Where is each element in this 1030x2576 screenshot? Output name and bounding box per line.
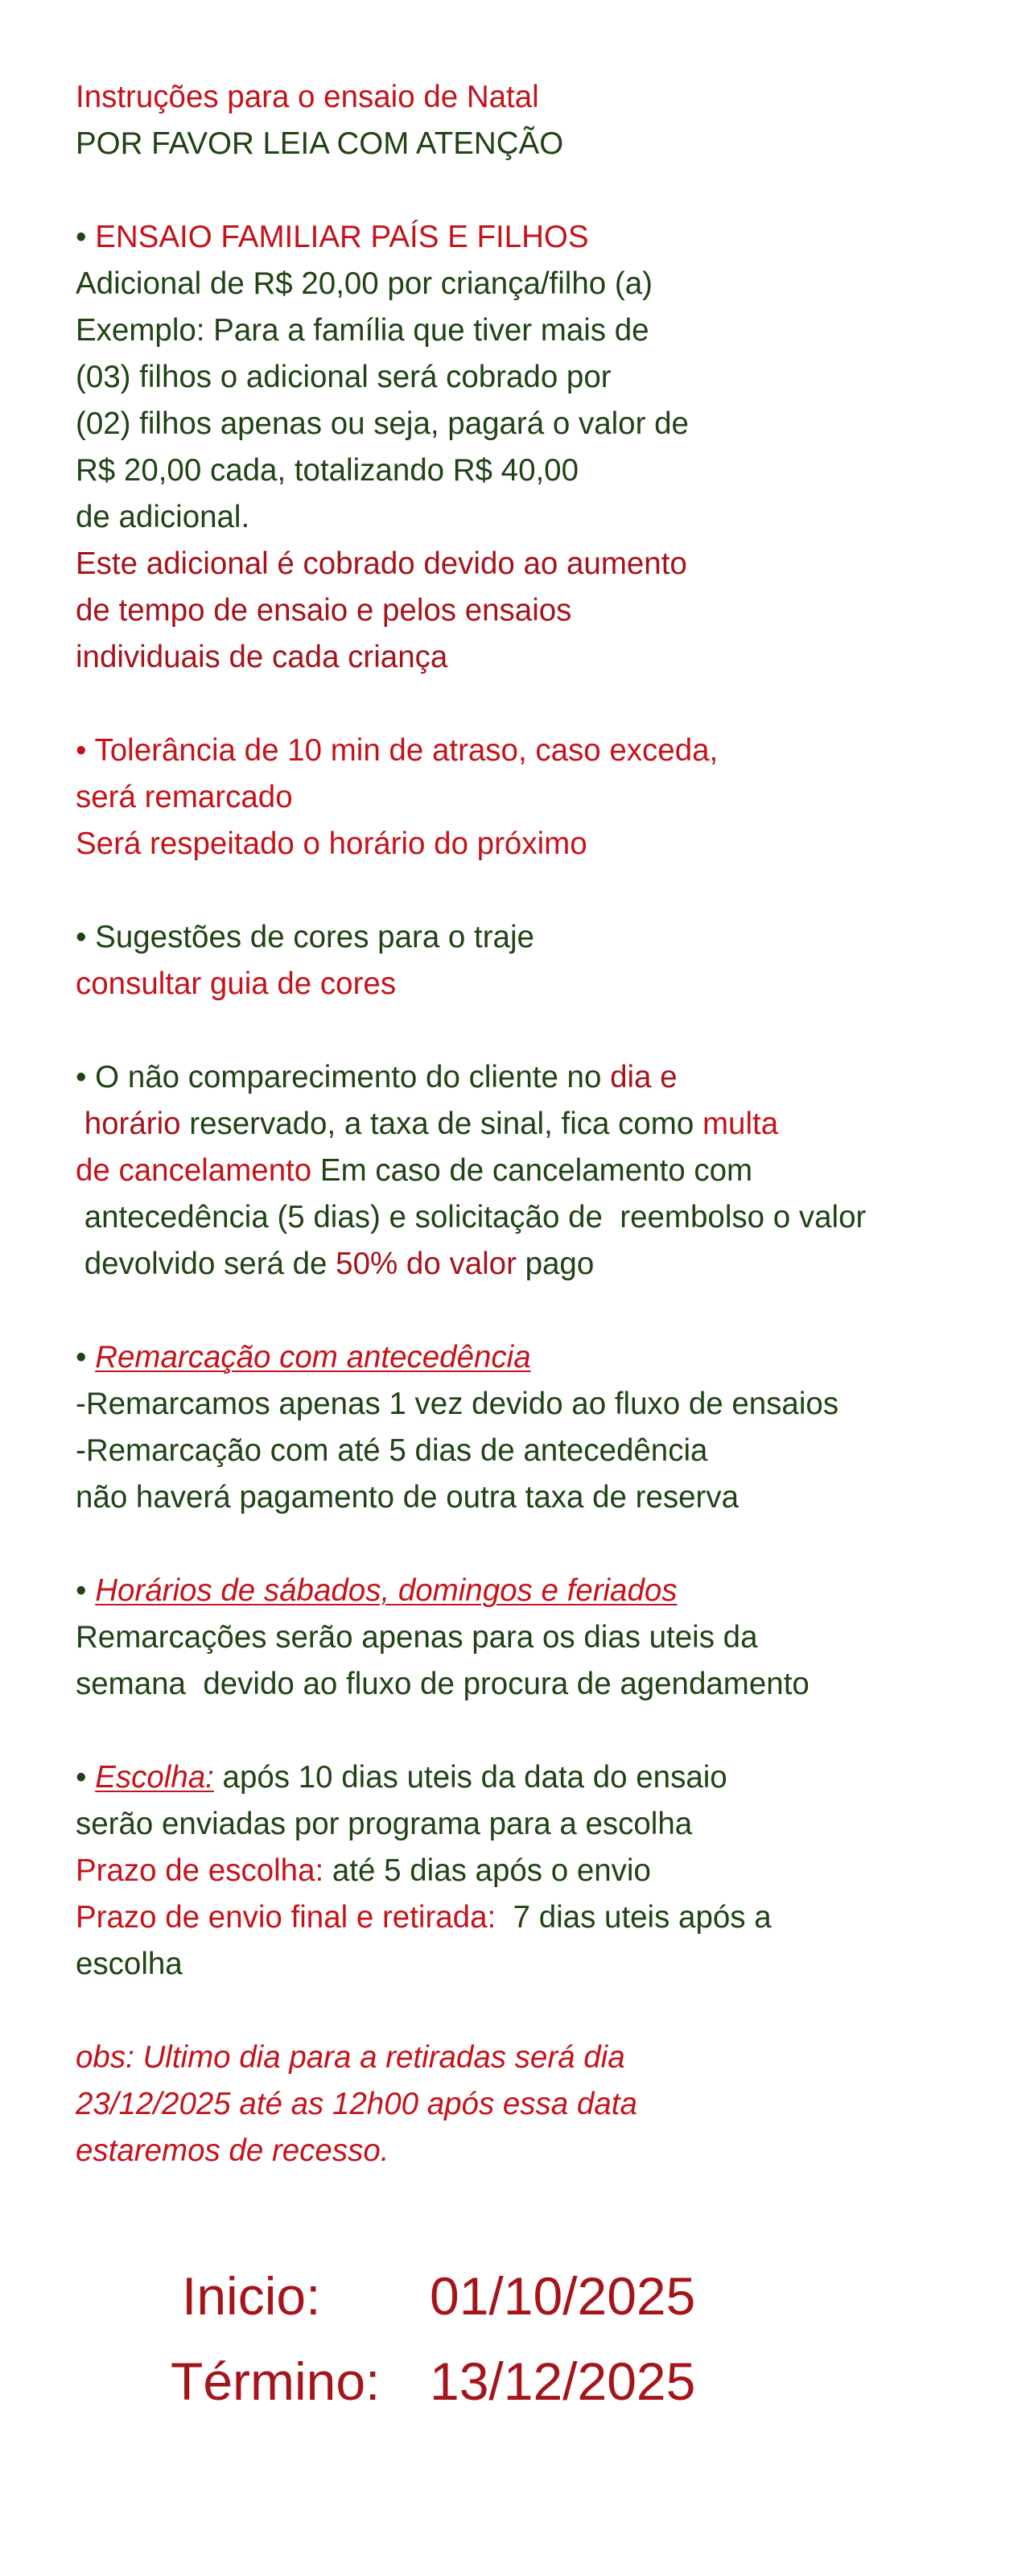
spacer bbox=[76, 1008, 1001, 1054]
text-highlight: horário bbox=[76, 1107, 181, 1141]
spacer bbox=[76, 1708, 1001, 1754]
obs-line: estaremos de recesso. bbox=[76, 2133, 389, 2168]
obs-line: 23/12/2025 até as 12h00 após essa data bbox=[76, 2087, 637, 2121]
tolerancia-line: • Tolerância de 10 min de atraso, caso exceda, bbox=[76, 733, 719, 768]
obs-line: obs: Ultimo dia para a retiradas será dia bbox=[76, 2040, 625, 2075]
cores-guide-link: consultar guia de cores bbox=[76, 967, 397, 1001]
text-segment: Em caso de cancelamento com bbox=[311, 1153, 753, 1188]
nao-comparecimento-line bbox=[76, 1241, 1001, 1288]
familiar-note: individuais de cada criança bbox=[76, 640, 448, 674]
nao-comparecimento-line bbox=[76, 1148, 1001, 1194]
termino-value: 13/12/2025 bbox=[430, 2351, 696, 2411]
familiar-note: de tempo de ensaio e pelos ensaios bbox=[76, 593, 572, 628]
text-highlight: dia e bbox=[610, 1060, 678, 1094]
remarcacao-line: -Remarcação com até 5 dias de antecedência bbox=[76, 1433, 708, 1468]
horarios-heading-text: Horários de sábados, domingos e feriados bbox=[95, 1573, 678, 1608]
tolerancia-line: será remarcado bbox=[76, 780, 293, 814]
familiar-line: (03) filhos o adicional será cobrado por bbox=[76, 360, 612, 394]
escolha-heading-text: Escolha: bbox=[95, 1760, 214, 1795]
document-title: Instruções para o ensaio de Natal bbox=[76, 80, 539, 114]
instructions-document bbox=[76, 74, 1001, 2174]
spacer bbox=[76, 1288, 1001, 1334]
remarcacao-heading-text: Remarcação com antecedência bbox=[95, 1340, 531, 1375]
familiar-heading bbox=[76, 214, 1001, 261]
remarcacao-line: -Remarcamos apenas 1 vez devido ao fluxo de ensaios bbox=[76, 1387, 839, 1421]
horarios-line: Remarcações serão apenas para os dias uteis da bbox=[76, 1620, 758, 1655]
text-segment: • O não comparecimento do cliente no bbox=[76, 1060, 611, 1094]
spacer bbox=[76, 167, 1001, 214]
escolha-heading bbox=[76, 1754, 1001, 1801]
remarcacao-heading bbox=[76, 1334, 1001, 1381]
remarcacao-line: não haverá pagamento de outra taxa de reserva bbox=[76, 1480, 740, 1515]
text-segment: reservado, a taxa de sinal, fica como bbox=[180, 1107, 702, 1141]
horarios-line: semana devido ao fluxo de procura de agendamento bbox=[76, 1667, 810, 1701]
bullet: • bbox=[76, 1760, 96, 1795]
escolha-line bbox=[76, 1848, 1001, 1894]
familiar-heading-text: ENSAIO FAMILIAR PAÍS E FILHOS bbox=[95, 220, 589, 254]
spacer bbox=[76, 1521, 1001, 1568]
bullet: • bbox=[76, 1573, 96, 1608]
text-highlight: Prazo de escolha: bbox=[76, 1853, 324, 1888]
cores-line: • Sugestões de cores para o traje bbox=[76, 920, 534, 954]
familiar-line: R$ 20,00 cada, totalizando R$ 40,00 bbox=[76, 453, 579, 488]
termino-label: Término: bbox=[171, 2351, 381, 2411]
escolha-line bbox=[76, 1894, 1001, 1941]
text-segment: após 10 dias uteis da data do ensaio bbox=[213, 1760, 727, 1795]
spacer bbox=[76, 681, 1001, 727]
inicio-value: 01/10/2025 bbox=[430, 2266, 696, 2326]
familiar-line: Adicional de R$ 20,00 por criança/filho (a) bbox=[76, 266, 653, 301]
spacer bbox=[76, 1988, 1001, 2034]
horarios-heading bbox=[76, 1568, 1001, 1614]
familiar-line: de adicional. bbox=[76, 500, 250, 534]
nao-comparecimento-line bbox=[76, 1054, 1001, 1101]
tolerancia-line: Será respeitado o horário do próximo bbox=[76, 826, 587, 861]
text-segment: devolvido será de bbox=[76, 1247, 336, 1281]
escolha-line: serão enviadas por programa para a escolha bbox=[76, 1807, 693, 1841]
text-highlight: 50% do valor bbox=[336, 1247, 517, 1281]
text-highlight: Prazo de envio final e retirada: bbox=[76, 1900, 496, 1935]
text-segment: 7 dias uteis após a bbox=[496, 1900, 772, 1935]
text-segment: até 5 dias após o envio bbox=[323, 1853, 651, 1888]
bullet: • bbox=[76, 220, 96, 254]
nao-comparecimento-line: antecedência (5 dias) e solicitação de reembolso o valor bbox=[76, 1200, 867, 1234]
bullet: • bbox=[76, 1340, 96, 1375]
familiar-note: Este adicional é cobrado devido ao aumento bbox=[76, 546, 687, 581]
spacer bbox=[76, 868, 1001, 914]
inicio-label: Inicio: bbox=[182, 2266, 321, 2326]
familiar-line: (02) filhos apenas ou seja, pagará o valor de bbox=[76, 406, 689, 441]
text-segment: pago bbox=[516, 1247, 595, 1281]
text-highlight: de cancelamento bbox=[76, 1153, 312, 1188]
text-highlight: multa bbox=[702, 1107, 779, 1141]
nao-comparecimento-line bbox=[76, 1101, 1001, 1148]
familiar-line: Exemplo: Para a família que tiver mais de bbox=[76, 313, 649, 348]
document-subtitle: POR FAVOR LEIA COM ATENÇÃO bbox=[76, 126, 564, 161]
escolha-line: escolha bbox=[76, 1947, 183, 1981]
